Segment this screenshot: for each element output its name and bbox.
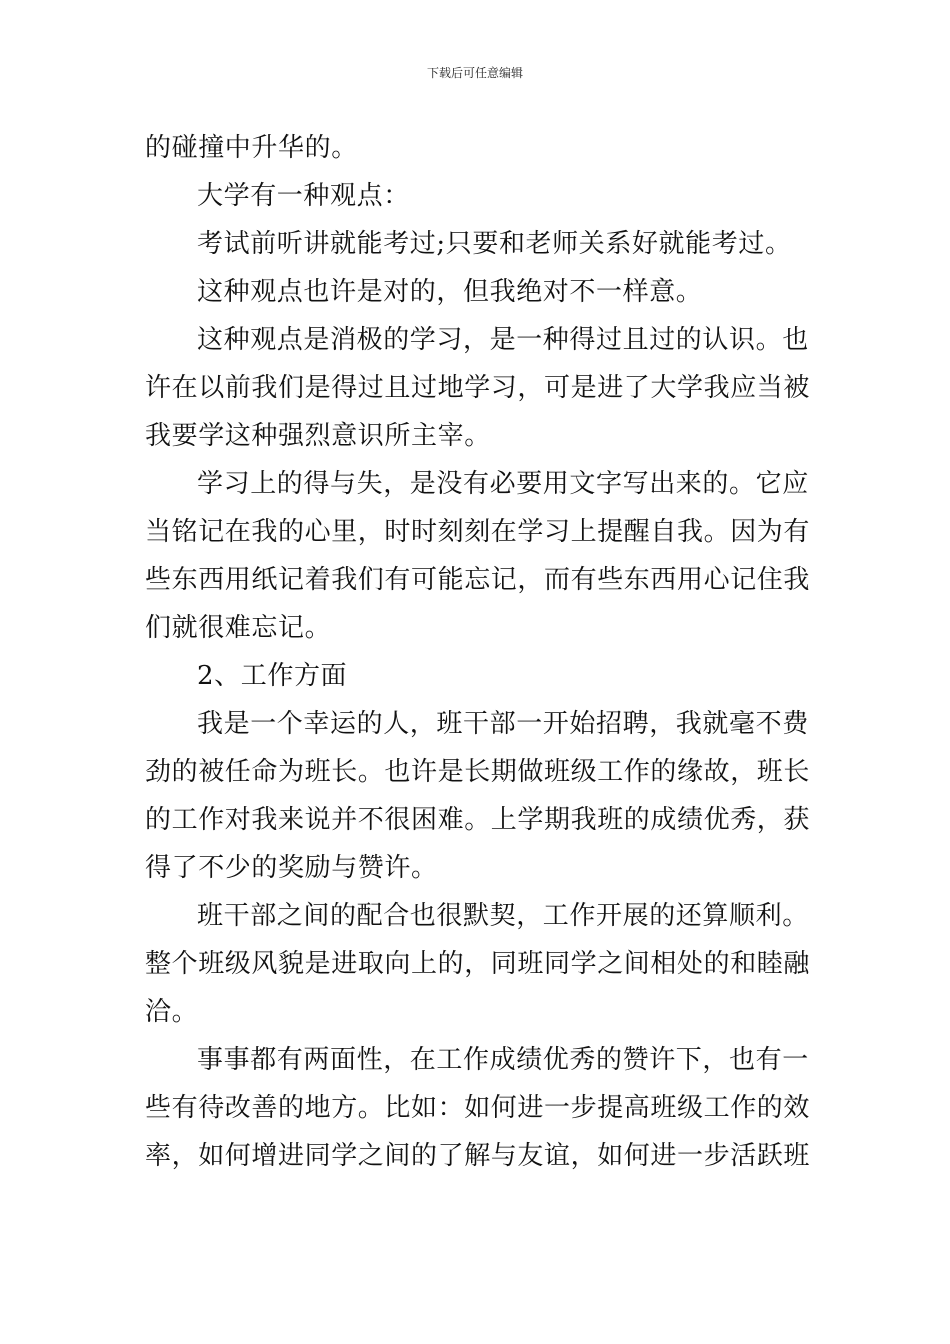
text-line: 的碰撞中升华的。 — [145, 133, 358, 163]
text-line: 事事都有两面性，在工作成绩优秀的赞许下，也有一 — [197, 1045, 809, 1075]
text-line: 些有待改善的地方。比如：如何进一步提高班级工作的效 — [145, 1093, 811, 1123]
text-line: 些东西用纸记着我们有可能忘记，而有些东西用心记住我 — [145, 565, 811, 595]
text-line: 这种观点也许是对的，但我绝对不一样意。 — [197, 277, 703, 307]
text-line: 得了不少的奖励与赞许。 — [145, 853, 438, 883]
text-line: 的工作对我来说并不很困难。上学期我班的成绩优秀，获 — [145, 805, 811, 835]
text-line: 率，如何增进同学之间的了解与友谊，如何进一步活跃班 — [145, 1141, 811, 1171]
text-line: 学习上的得与失，是没有必要用文字写出来的。它应 — [197, 469, 809, 499]
paragraph — [145, 316, 811, 460]
text-line: 洽。 — [145, 997, 199, 1027]
text-line: 2、工作方面 — [197, 661, 348, 691]
paragraph — [145, 220, 807, 268]
text-line: 们就很难忘记。 — [145, 613, 332, 643]
paragraph — [145, 700, 811, 892]
page-header-note: 下载后可任意编辑 — [426, 66, 523, 80]
text-line: 班干部之间的配合也很默契，工作开展的还算顺利。 — [197, 901, 809, 931]
paragraph — [145, 1036, 811, 1180]
paragraph — [145, 892, 811, 1036]
paragraph — [145, 460, 811, 652]
text-line: 这种观点是消极的学习，是一种得过且过的认识。也 — [197, 325, 809, 355]
text-line: 许在以前我们是得过且过地学习，可是进了大学我应当被 — [145, 373, 811, 403]
document-body — [145, 124, 811, 1180]
section-heading — [145, 652, 807, 700]
text-line: 整个班级风貌是进取向上的，同班同学之间相处的和睦融 — [145, 949, 811, 979]
paragraph — [145, 268, 807, 316]
text-line: 我要学这种强烈意识所主宰。 — [145, 421, 491, 451]
text-line: 当铭记在我的心里，时时刻刻在学习上提醒自我。因为有 — [145, 517, 811, 547]
text-line: 我是一个幸运的人，班干部一开始招聘，我就毫不费 — [197, 709, 809, 739]
text-line: 考试前听讲就能考过;只要和老师关系好就能考过。 — [197, 229, 792, 259]
paragraph — [145, 172, 807, 220]
text-line: 劲的被任命为班长。也许是长期做班级工作的缘故，班长 — [145, 757, 811, 787]
text-line: 大学有一种观点： — [197, 181, 410, 211]
paragraph — [145, 124, 807, 172]
